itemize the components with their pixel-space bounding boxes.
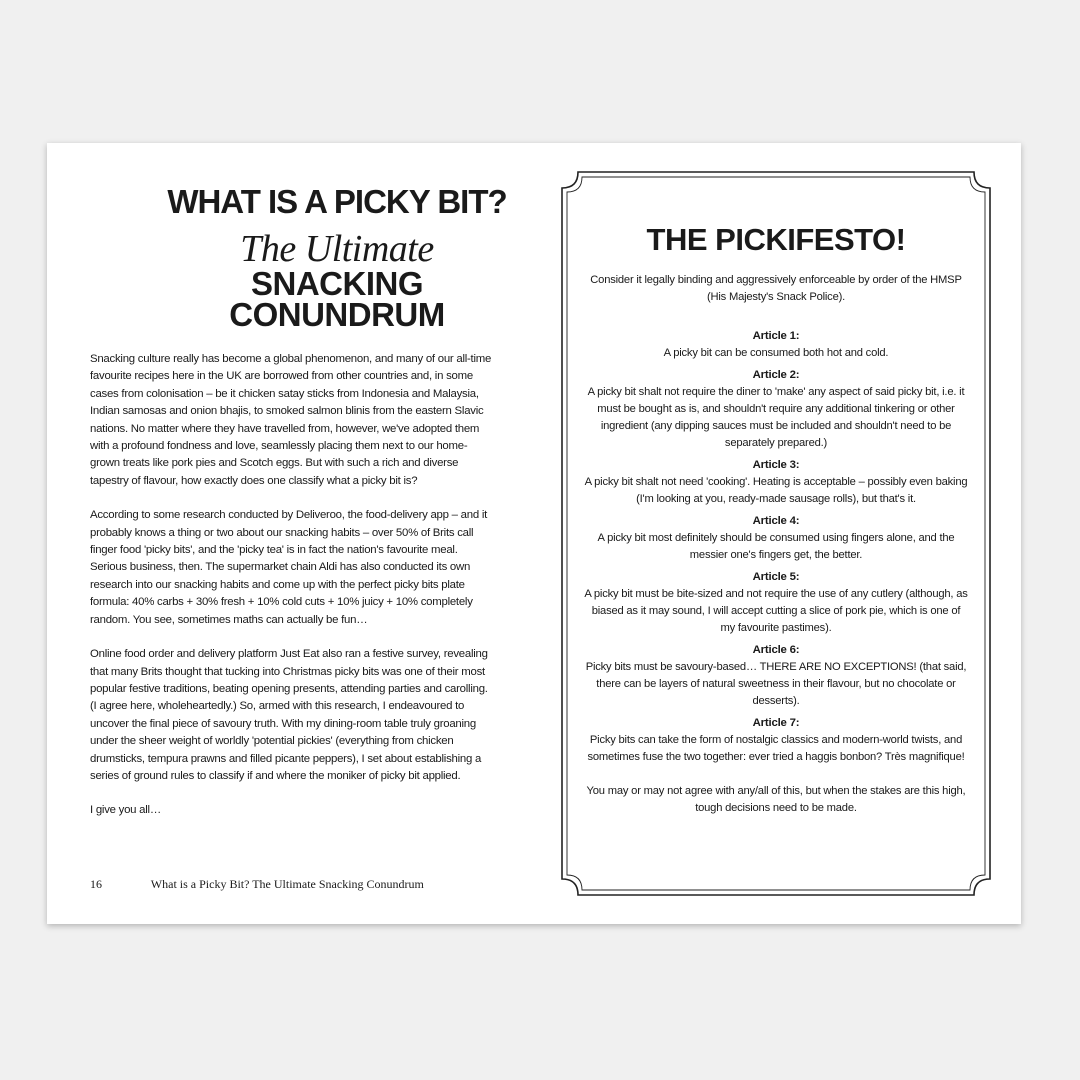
subtitle-line-2: CONUNDRUM [229, 296, 445, 333]
left-page [47, 143, 540, 924]
article-heading: Article 1: [752, 330, 800, 342]
article-text: A picky bit must be bite-sized and not require the use of any cutlery (although, as biased as it may sound, I will accept cutting a slice of pork pie, which is one of my favourite pastimes). [584, 588, 968, 634]
manifesto-title: THE PICKIFESTO! [646, 222, 906, 257]
article-heading: Article 2: [752, 369, 800, 381]
article-heading: Article 7: [752, 717, 800, 729]
subtitle-bold [47, 265, 627, 333]
article-3 [584, 457, 968, 508]
manifesto-content [584, 272, 968, 817]
body-paragraph: According to some research conducted by Deliveroo, the food-delivery app – and it probably knows a thing or two about our snacking habits – over 50% of Brits call finger food 'picky bits', and the 'picky tea' is in fact the nation's favourite meal. Serious business, then. The supermarket chain Aldi has also conducted its own research into our snacking habits and come up with the perfect picky bits plate formula: 40% carbs + 30% fresh + 10% cold cuts + 10% juicy + 10% completely random. You see, sometimes maths can actually be fun… [90, 509, 488, 626]
running-footer: What is a Picky Bit? The Ultimate Snacking Conundrum [150, 877, 424, 891]
article-heading: Article 3: [752, 459, 800, 471]
book-spread [47, 143, 1021, 924]
article-text: A picky bit shalt not need 'cooking'. Heating is acceptable – possibly even baking (I'm looking at you, ready-made sausage rolls), but that's it. [584, 476, 968, 505]
manifesto-outro: You may or may not agree with any/all of this, but when the stakes are this high, tough decisions need to be made. [586, 785, 966, 814]
subtitle-script: The Ultimate [240, 228, 434, 270]
page-number: 16 [90, 877, 102, 891]
article-5 [584, 569, 968, 637]
main-heading: WHAT IS A PICKY BIT? [167, 183, 507, 220]
article-text: A picky bit shalt not require the diner to 'make' any aspect of said picky bit, i.e. it must be bought as is, and shouldn't require any additional tinkering or other ingredient (any dipping sauces must be included and shouldn't need to be separately prepared.) [587, 386, 965, 449]
body-paragraph: Snacking culture really has become a global phenomenon, and many of our all-time favourite recipes here in the UK are borrowed from other countries and, in some cases from colonisation – be it chicken satay sticks from Indonesia and Malaysia, Indian samosas and onion bhajis, to smoked salmon blinis from the eastern Slavic nations. No matter where they have travelled from, however, we've adopted them with a profound fondness and love, seamlessly placing them next to our home-grown treats like pork pies and Scotch eggs. But with such a rich and diverse tapestry of flavour, how exactly does one classify what a picky bit is? [90, 353, 492, 487]
article-text: Picky bits must be savoury-based… THERE ARE NO EXCEPTIONS! (that said, there can be layers of natural sweetness in their flavour, but no chocolate or desserts). [585, 661, 967, 707]
article-4 [584, 513, 968, 564]
body-paragraph: I give you all… [90, 804, 161, 817]
body-text [90, 351, 496, 837]
article-6 [584, 642, 968, 710]
article-heading: Article 5: [752, 571, 800, 583]
body-paragraph: Online food order and delivery platform Just Eat also ran a festive survey, revealing that many Brits thought that tucking into Christmas picky bits was one of their most popular festive traditions, beating opening presents, attending parties and carolling. (I agree here, wholeheartedly.) So, armed with this research, I endeavoured to uncover the final piece of savoury truth. With my dining-room table truly groaning under the sheer weight of worldly 'potential pickies' (everything from chicken drumsticks, tempura prawns and filled picante peppers), I set about establishing a series of ground rules to classify if and where the moniker of picky bit applied. [90, 648, 488, 782]
article-2 [584, 367, 968, 452]
article-heading: Article 6: [752, 644, 800, 656]
page-footer [90, 877, 424, 892]
subtitle-line-1: SNACKING [250, 265, 423, 302]
article-heading: Article 4: [752, 515, 800, 527]
article-7 [584, 715, 968, 766]
manifesto-box [560, 170, 992, 897]
article-text: A picky bit can be consumed both hot and cold. [663, 347, 889, 359]
article-text: Picky bits can take the form of nostalgic classics and modern-world twists, and sometimes fuse the two together: ever tried a haggis bonbon? Très magnifique! [587, 734, 965, 763]
article-1 [584, 328, 968, 362]
manifesto-intro: Consider it legally binding and aggressively enforceable by order of the HMSP (His Majesty's Snack Police). [590, 274, 962, 303]
article-text: A picky bit most definitely should be consumed using fingers alone, and the messier one's fingers get, the better. [597, 532, 955, 561]
